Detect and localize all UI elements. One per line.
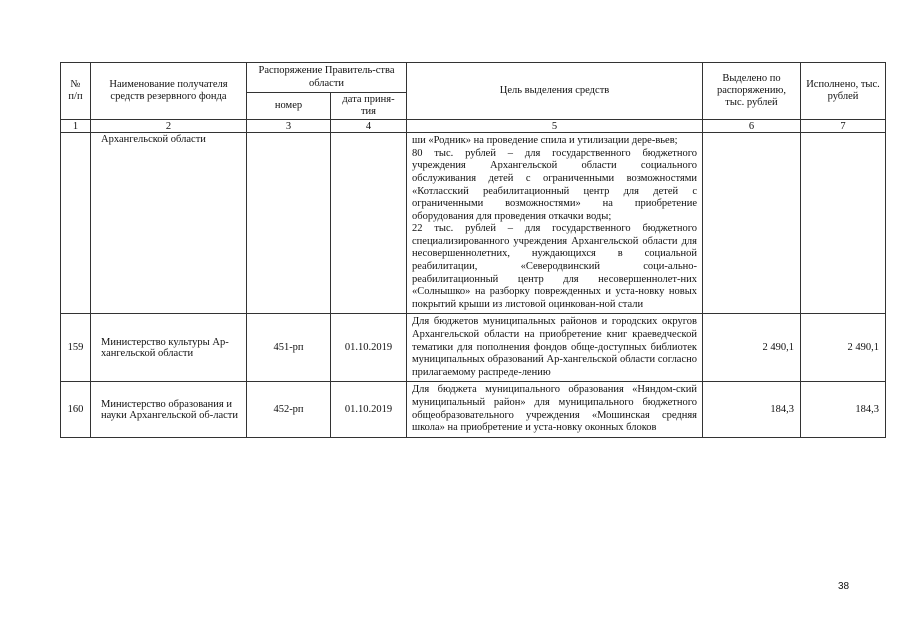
row-purpose	[407, 314, 703, 382]
column-number: 5	[407, 120, 703, 133]
header-order-date: дата приня-тия	[331, 93, 407, 120]
row-num	[61, 133, 91, 314]
header-purpose: Цель выделения средств	[407, 63, 703, 120]
reserve-fund-table	[60, 62, 886, 438]
row-order-number: 452-рп	[247, 382, 331, 437]
row-recipient: Архангельской области	[91, 133, 247, 314]
table-row	[61, 314, 886, 382]
row-num: 159	[61, 314, 91, 382]
column-number: 1	[61, 120, 91, 133]
header-num: № п/п	[61, 63, 91, 120]
table-row	[61, 133, 886, 314]
row-num: 160	[61, 382, 91, 437]
table-row	[61, 382, 886, 437]
column-number: 2	[91, 120, 247, 133]
column-number: 7	[801, 120, 886, 133]
header-executed: Исполнено, тыс. рублей	[801, 63, 886, 120]
purpose-paragraph: Для бюджета муниципального образования «Няндом-ский муниципальный район» для муниципального бюджетного общеобразовательного учреждения «Мошинская средняя школа» на приобретение и уста-новку оконных блоков	[412, 384, 697, 434]
row-order-number	[247, 133, 331, 314]
row-executed: 2 490,1	[801, 314, 886, 382]
purpose-paragraph: ши «Родник» на проведение спила и утилизации дере-вьев;	[412, 135, 678, 147]
row-purpose	[407, 133, 703, 314]
row-recipient: Министерство образования и науки Архангельской об-ласти	[91, 382, 247, 437]
header-order-group: Распоряжение Правитель-ства области	[247, 63, 407, 93]
row-allocated	[703, 133, 801, 314]
row-allocated: 2 490,1	[703, 314, 801, 382]
row-recipient: Министерство культуры Ар-хангельской области	[91, 314, 247, 382]
header-order-number: номер	[247, 93, 331, 120]
page-number: 38	[838, 581, 850, 592]
purpose-paragraph: 80 тыс. рублей – для государственного бюджетного учреждения Архангельской области социального обслуживания детей с ограниченными возможностями «Котласский реабилитационный центр для детей с ограниченными возможностями» на приобретение оборудования для проведения откачки воды;	[412, 147, 697, 222]
purpose-paragraph: Для бюджетов муниципальных районов и городских округов Архангельской области на приобретение книг краеведческой тематики для пополнения фондов обще-доступных библиотек муниципальных образований Ар-хангельской области согласно прилагаемому распреде-лению	[412, 316, 697, 378]
row-executed: 184,3	[801, 382, 886, 437]
row-order-date: 01.10.2019	[331, 314, 407, 382]
row-order-date: 01.10.2019	[331, 382, 407, 437]
row-purpose	[407, 382, 703, 437]
header-allocated: Выделено по распоряжению, тыс. рублей	[703, 63, 801, 120]
row-allocated: 184,3	[703, 382, 801, 437]
purpose-paragraph: 22 тыс. рублей – для государственного бюджетного специализированного учреждения Архангельской области для несовершеннолетних, нуждающихся в социальной реабилитации, «Северодвинский соци-ально-реабилитационный центр для несовершеннолет-них «Солнышко» на разборку поврежденных и уста-новку новых покрытий крыши из листовой оцинкован-ной стали	[412, 223, 697, 310]
column-numbers-row	[61, 120, 886, 133]
row-order-number: 451-рп	[247, 314, 331, 382]
row-order-date	[331, 133, 407, 314]
column-number: 4	[331, 120, 407, 133]
column-number: 6	[703, 120, 801, 133]
row-executed	[801, 133, 886, 314]
header-recipient: Наименование получателя средств резервного фонда	[91, 63, 247, 120]
column-number: 3	[247, 120, 331, 133]
